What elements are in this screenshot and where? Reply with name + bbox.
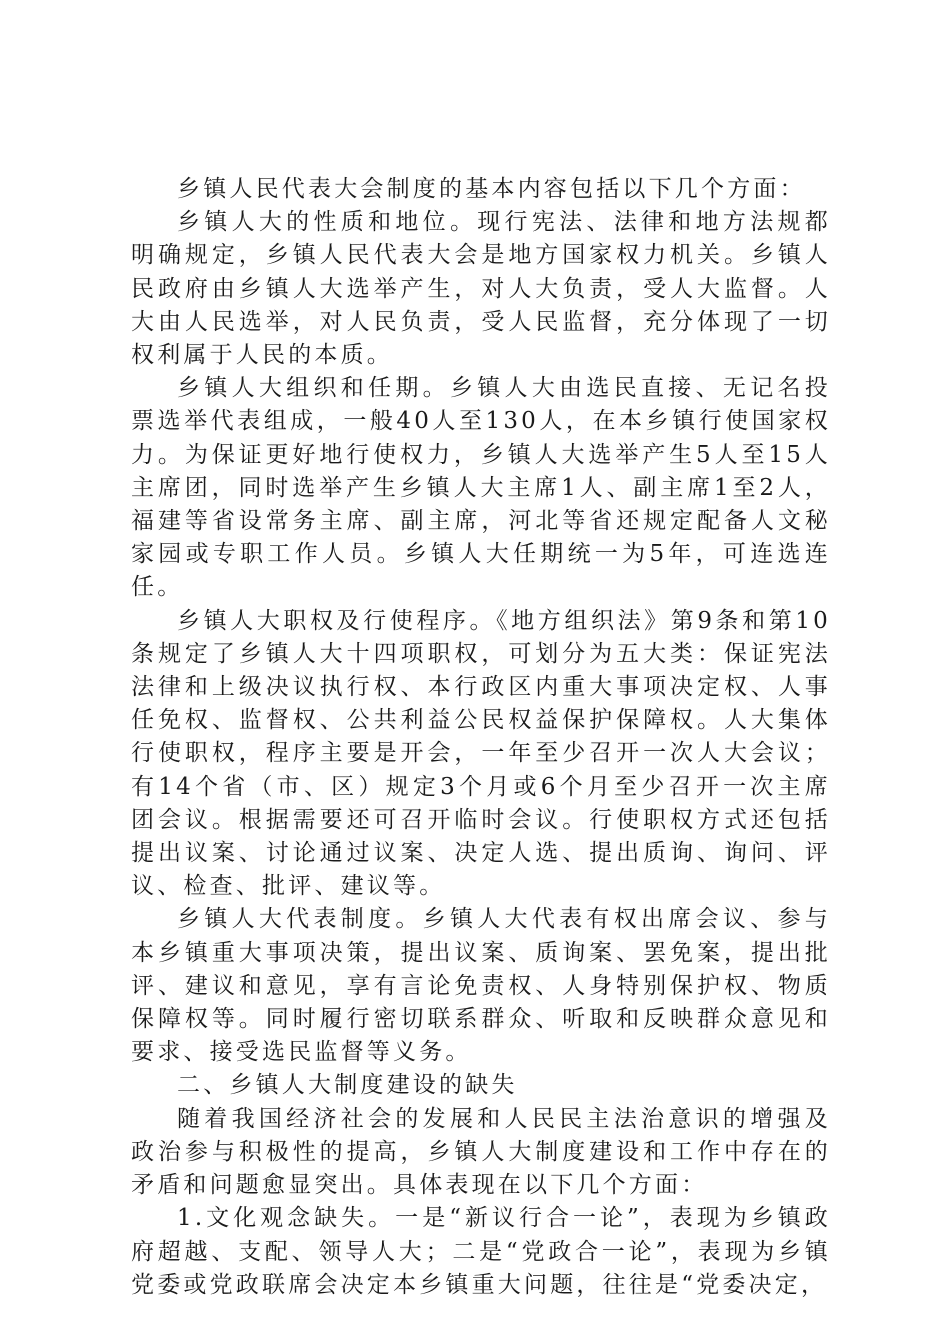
paragraph-deficiencies-intro: 随着我国经济社会的发展和人民民主法治意识的增强及政治参与积极性的提高，乡镇人大制度建设和工作中存在的矛盾和问题愈显突出。具体表现在以下几个方面： [131,1105,831,1199]
paragraph-cultural-concept: 1.文化观念缺失。一是“新议行合一论”，表现为乡镇政府超越、支配、领导人大；二是“党政合一论”，表现为乡镇党委或党政联席会决定本乡镇重大问题，往往是“党委决定， [131,1205,831,1298]
document-body [131,173,831,1302]
section-heading-deficiencies: 二、乡镇人大制度建设的缺失 [177,1072,518,1099]
paragraph-intro: 乡镇人民代表大会制度的基本内容包括以下几个方面： [177,176,806,202]
paragraph-deputy-system: 乡镇人大代表制度。乡镇人大代表有权出席会议、参与本乡镇重大事项决策，提出议案、质询案、罢免案，提出批评、建议和意见，享有言论免责权、人身特别保护权、物质保障权等。同时履行密切联系群众、听取和反映群众意见和要求、接受选民监督等义务。 [131,906,831,1066]
paragraph-organization-term: 乡镇人大组织和任期。乡镇人大由选民直接、无记名投票选举代表组成，一般40人至130人，在本乡镇行使国家权力。为保证更好地行使权力，乡镇人大选举产生5人至15人主席团，同时选举产生乡镇人大主席1人、副主席1至2人，福建等省设常务主席、副主席，河北等省还规定配备人文秘家园或专职工作人员。乡镇人大任期统一为5年，可连选连任。 [131,375,831,601]
paragraph-nature-status: 乡镇人大的性质和地位。现行宪法、法律和地方法规都明确规定，乡镇人民代表大会是地方国家权力机关。乡镇人民政府由乡镇人大选举产生，对人大负责，受人大监督。人大由人民选举，对人民负责，受人民监督，充分体现了一切权利属于人民的本质。 [131,209,831,369]
paragraph-powers-procedure: 乡镇人大职权及行使程序。《地方组织法》第9条和第10条规定了乡镇人大十四项职权，可划分为五大类：保证宪法法律和上级决议执行权、本行政区内重大事项决定权、人事任免权、监督权、公共利益公民权益保护保障权。人大集体行使职权，程序主要是开会，一年至少召开一次人大会议；有14个省（市、区）规定3个月或6个月至少召开一次主席团会议。根据需要还可召开临时会议。行使职权方式还包括提出议案、讨论通过议案、决定人选、提出质询、询问、评议、检查、批评、建议等。 [131,607,831,900]
